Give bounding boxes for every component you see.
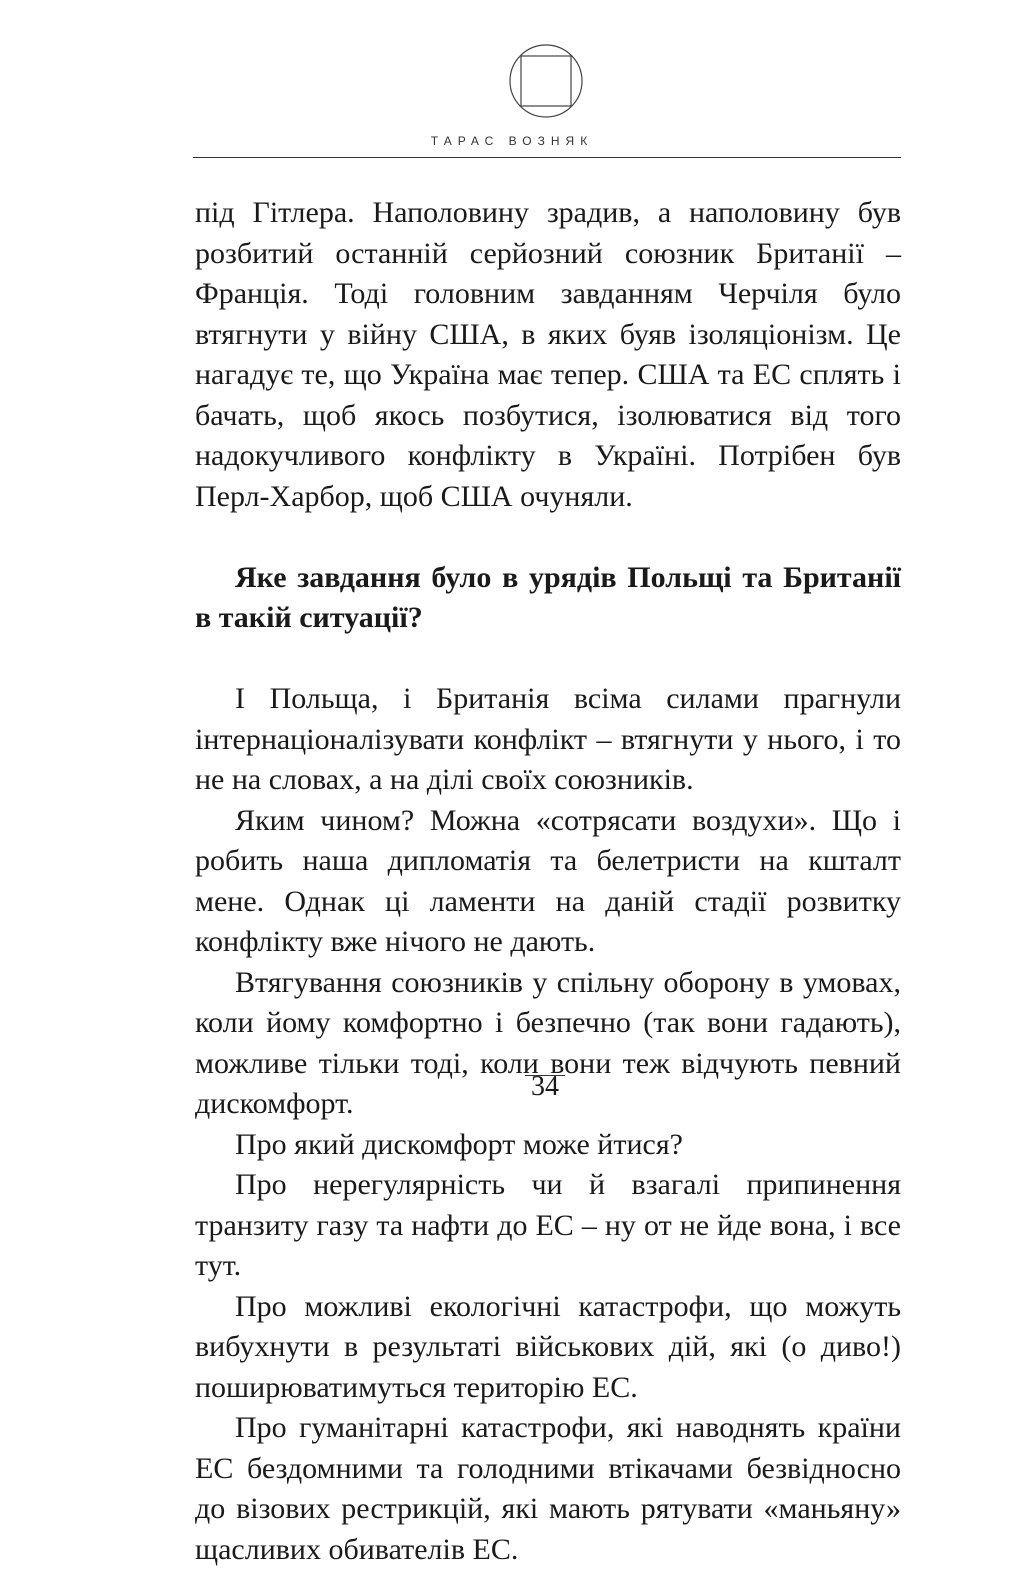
paragraph: Яким чином? Можна «сотрясати воздухи». Що і робить наша дипломатія та белетристи на кшталт мене. Однак ці ламенти на даній стадії розвитку конфлікту вже нічого не дають. <box>195 803 901 958</box>
logo-circle-square-icon <box>509 44 583 118</box>
page-number: 34 <box>531 1071 559 1102</box>
body-text <box>195 193 901 1570</box>
paragraph: Про нерегулярність чи й взагалі припинення транзиту газу та нафти до ЕС – ну от не йде вона, і все тут. <box>195 1168 901 1282</box>
running-head-author: ТАРАС ВОЗНЯК <box>430 134 594 148</box>
paragraph: Про гуманітарні катастрофи, які наводнять країни ЕС бездомними та голодними втікачами безвідносно до візових рестрикцій, які мають рятувати «маньяну» щасливих обивателів ЕС. <box>195 1411 901 1566</box>
interview-question: Яке завдання було в урядів Польщі та Британії в такій ситуації? <box>195 560 901 634</box>
paragraph-continuation: під Гітлера. Наполовину зрадив, а наполовину був розбитий останній серйозний союзник Британії – Франція. Тоді головним завданням Черчіля було втягнути у війну США, в яких буяв ізоляціонізм. Це нагадує те, що Україна має тепер. США та ЕС сплять і бачать, щоб якось позбутися, ізолюватися від того надокучливого конфлікту в Україні. Потрібен був Перл-Харбор, щоб США очуняли. <box>195 196 901 513</box>
paragraph: Про який дискомфорт може йтися? <box>235 1127 683 1161</box>
paragraph: Про можливі екологічні катастрофи, що можуть вибухнути в результаті військових дій, які (о диво!) поширюватимуться територію ЕС. <box>195 1289 901 1404</box>
paragraph: І Польща, і Британія всіма силами прагнули інтернаціоналізувати конфлікт – втягнути у нього, і то не на словах, а на ділі своїх союзників. <box>195 682 901 796</box>
paragraph: Втягування союзників у спільну оборону в умовах, коли йому комфортно і безпечно (так вони гадають), можливе тільки тоді, коли вони теж відчують певний дискомфорт. <box>195 965 901 1120</box>
header-rule <box>193 157 901 158</box>
